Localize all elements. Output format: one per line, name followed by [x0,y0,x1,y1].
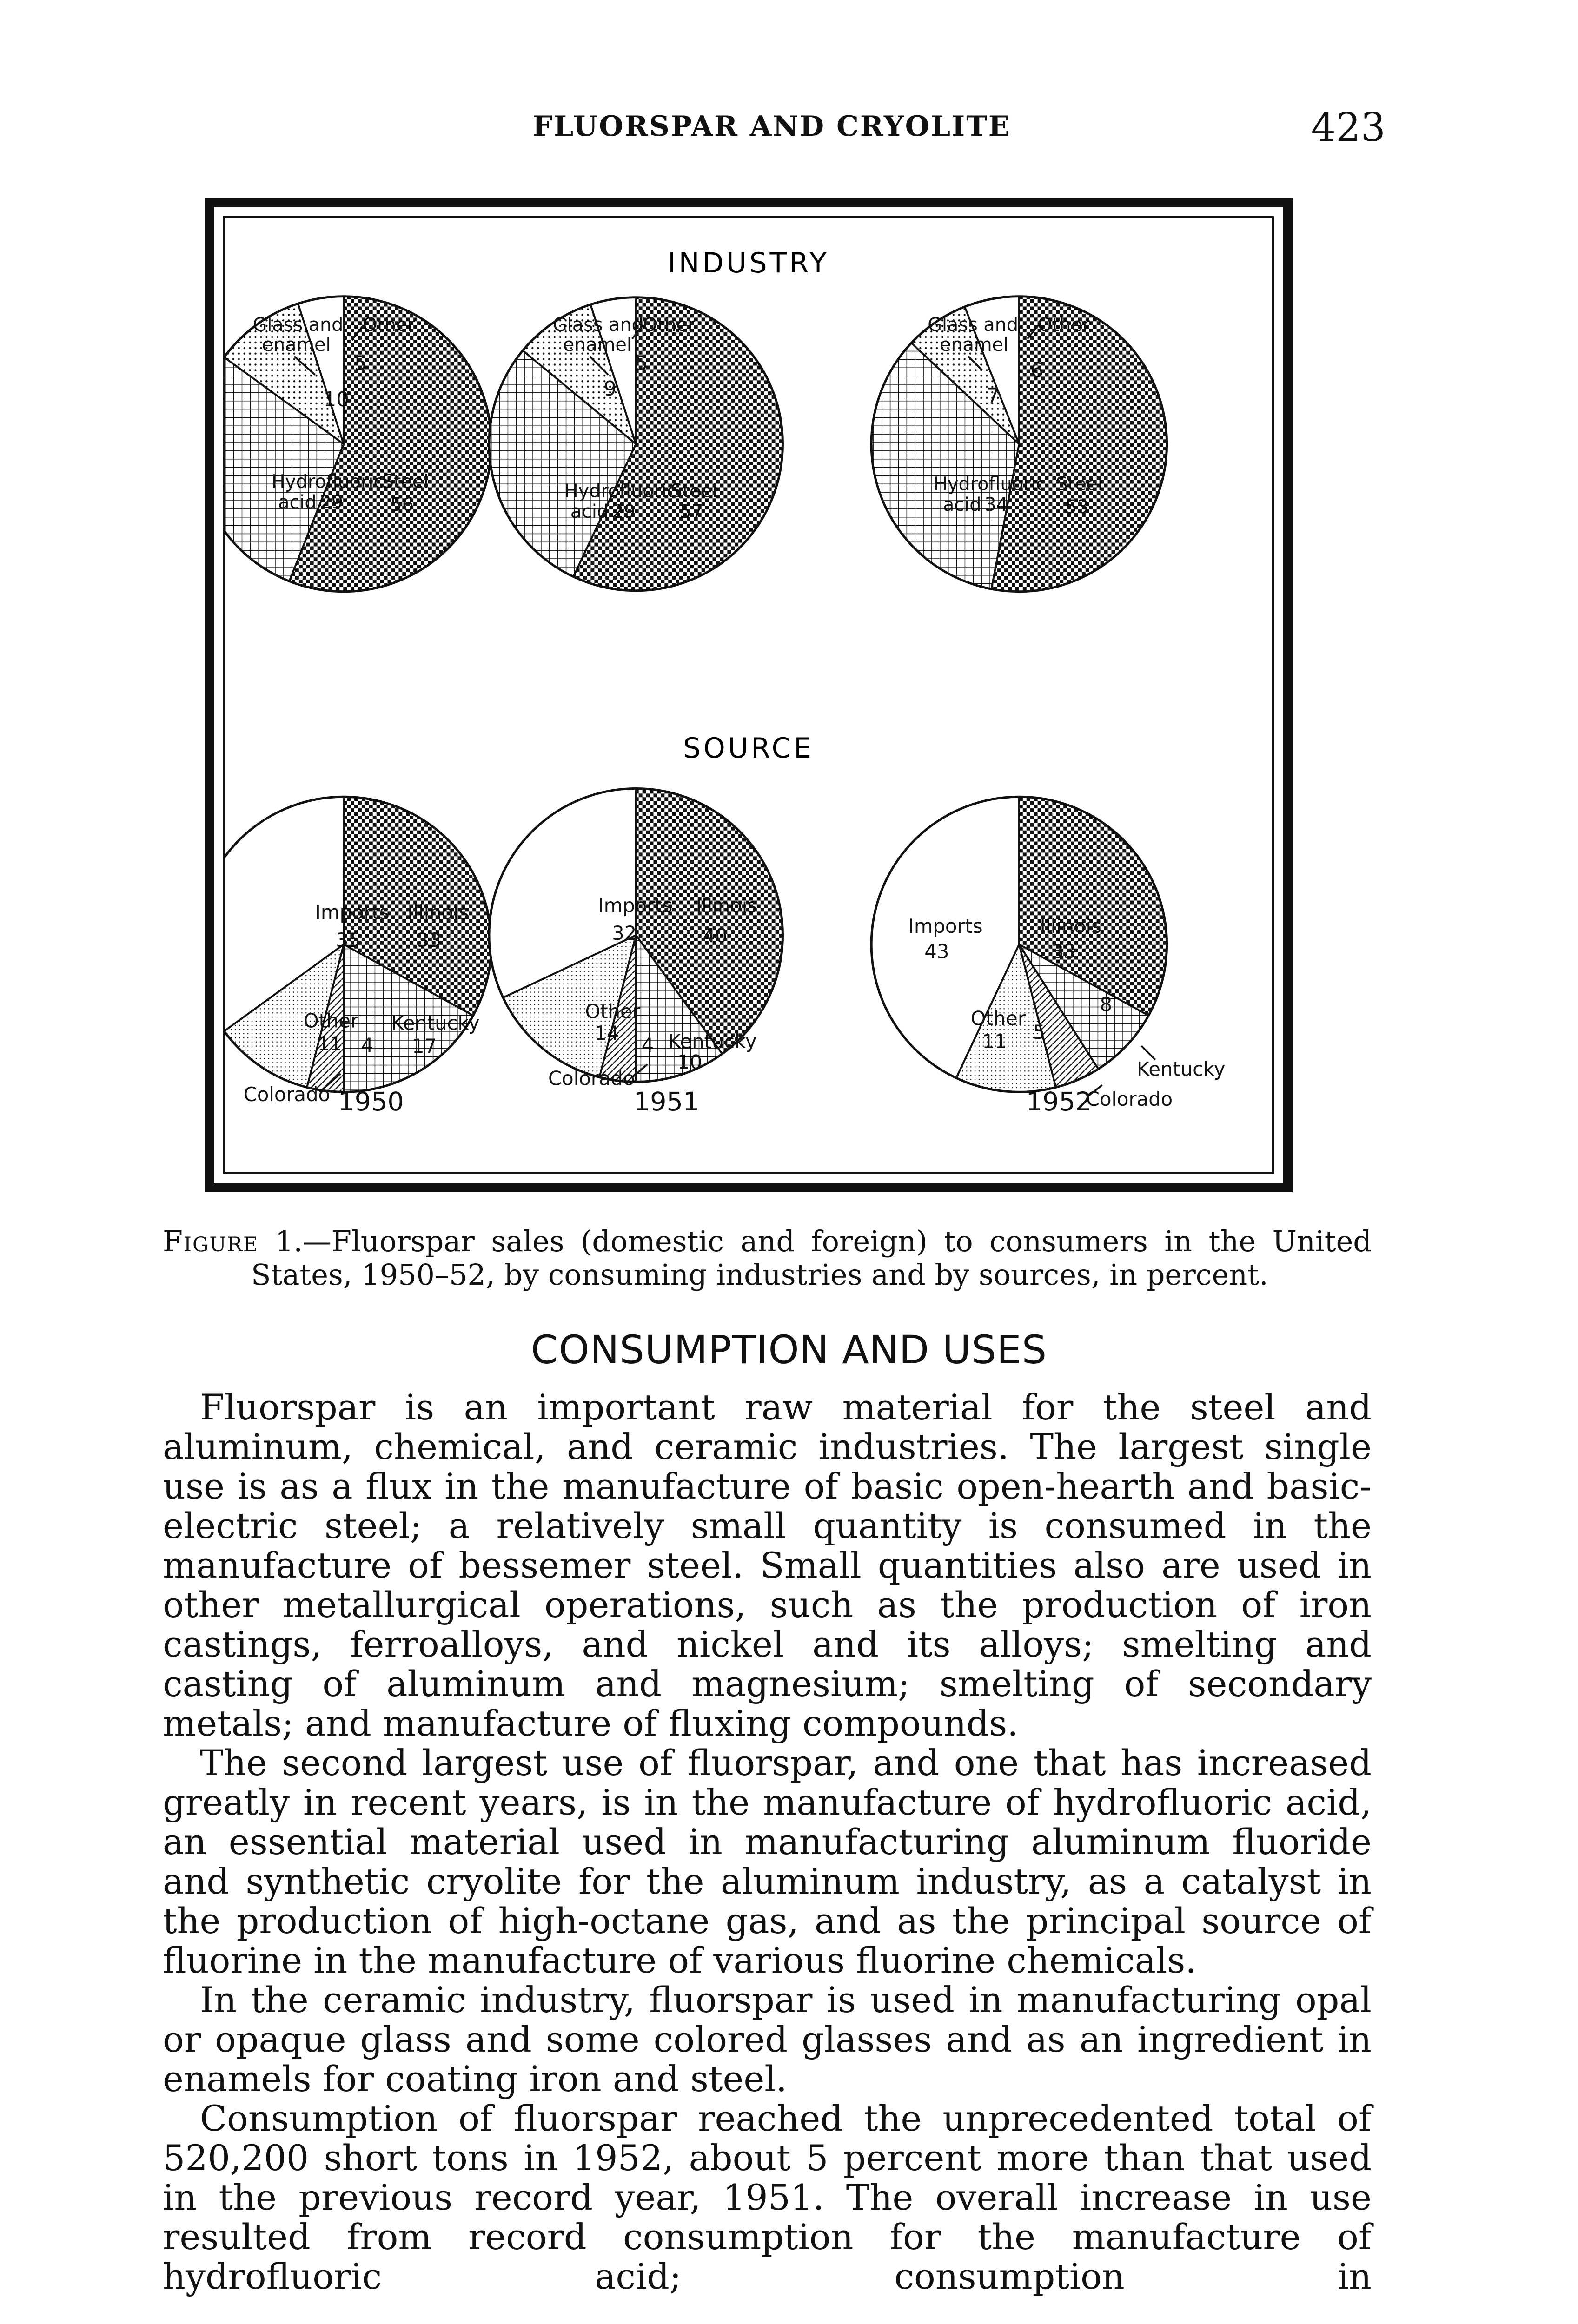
src1950-colorado-label: Colorado [243,1083,331,1106]
figure-inner [223,216,1274,1174]
src1952-year: 1952 [1026,1087,1092,1117]
caption-label: Figure [163,1224,259,1258]
src1950-illinois-label: Illinois [407,901,469,924]
src1951-kentucky-value: 10 [677,1050,703,1074]
src1951-illinois-value: 40 [703,924,728,947]
src1952-colorado-label: Colorado [1086,1088,1173,1111]
running-head [158,105,1386,156]
src1950-year: 1950 [338,1087,404,1117]
src1950-colorado-value: 4 [361,1034,374,1057]
fluorspar-pie-charts [225,218,1272,1172]
figure-frame [205,198,1293,1192]
ind1951-steel-label: Steel [670,480,717,502]
ind1952-acid-label: acid [943,494,981,516]
src1952-kentucky-label: Kentucky [1137,1057,1226,1081]
caption-text-1: 1.—Fluorspar sales (domestic and foreign) to consumers in the United [275,1224,1372,1258]
src1950-kentucky-label: Kentucky [391,1011,480,1035]
ind1950-hydro-label: Hydrofluoric [271,471,384,493]
ind1951-enamel-label: enamel [563,334,632,356]
ind1951-steel-value: 57 [680,501,703,522]
section-heading: CONSUMPTION AND USES [530,1327,1048,1373]
ind1950-steel-value: 56 [390,494,414,516]
industry-title: INDUSTRY [668,247,829,280]
src1951-year: 1951 [633,1087,700,1117]
ind1952-hydro-value: 34 [984,494,1008,516]
ind1951-other-value: 5 [635,351,648,376]
paragraph: Consumption of fluorspar reached the unprecedented total of 520,200 short tons in 1952, about 5 percent more than that used in the previous record year, 1951. The overall increase in use resulted from record consumption for the manufacture of hydrofluoric acid; consumption in [163,2098,1372,2297]
src1950-imports-value: 35 [336,928,361,951]
src1952-illinois-value: 33 [1051,940,1076,963]
paragraph: The second largest use of fluorspar, and one that has increased greatly in recent years, is in the manufacture of hydrofluoric acid, an essential material used in manufacturing aluminum fluoride and synthetic cryolite for the aluminum industry, as a catalyst in the production of high-octane gas, and as the principal source of fluorine in the manufacture of various fluorine chemicals. [163,1742,1372,1981]
paragraph: Fluorspar is an important raw material for the steel and aluminum, chemical, and ceramic industries. The largest single use is as a flux in the manufacture of basic open-hearth and basic-electric steel; a relatively small quantity is consumed in the manufacture of bessemer steel. Small quantities also are used in other metallurgical operations, such as the production of iron castings, ferroalloys, and nickel and its alloys; smelting and casting of aluminum and magnesium; smelting of secondary metals; and manufacture of fluxing compounds. [163,1386,1372,1744]
source-title: SOURCE [683,732,814,765]
src1951-other-value: 14 [594,1022,619,1045]
src1952-kentucky-value: 8 [1100,993,1113,1016]
ind1952-glass-label: Glass and [928,314,1019,336]
ind1950-acid-label: acid [278,492,317,514]
src1950-other-value: 11 [317,1032,342,1056]
src1951-kentucky-label: Kentucky [668,1030,757,1053]
page-number: 423 [1311,105,1386,150]
ind1951-acid-label: acid [570,501,609,522]
ind1950-enamel-label: enamel [262,334,331,356]
ind1952-other-value: 6 [1030,358,1044,383]
src1952-imports-label: Imports [908,915,983,938]
ind1951-hydro-value: 29 [612,501,636,522]
src1952-other-label: Other [970,1007,1026,1030]
ind1950-glass-value: 10 [323,387,350,411]
ind1952-other-label: Other [1037,314,1090,336]
ind1952-steel-value: 53 [1065,496,1089,518]
ind1950-glass-label: Glass and [252,314,344,336]
body-text [163,1387,1372,2296]
src1951-colorado-value: 4 [641,1034,654,1057]
ind1951-hydro-label: Hydrofluoric [564,480,677,502]
ind1951-glass-label: Glass and [552,314,643,336]
ind1950-other-label: Other [362,314,415,336]
src1951-other-label: Other [585,1000,640,1023]
caption-line-1 [163,1225,1372,1258]
src1950-kentucky-value: 17 [412,1035,437,1057]
ind1952-hydro-label: Hydrofluoric [934,473,1047,495]
figure-caption [163,1225,1372,1292]
src1951-imports-value: 32 [612,921,637,944]
ind1950-other-value: 5 [354,351,367,376]
ind1951-glass-value: 9 [603,377,617,401]
src1952-imports-value: 43 [924,940,949,963]
paragraph: In the ceramic industry, fluorspar is used in manufacturing opal or opaque glass and some colored glasses and as an ingredient in enamels for coating iron and steel. [163,1979,1372,2100]
src1951-illinois-label: Illinois [696,894,758,917]
src1951-colorado-label: Colorado [548,1067,635,1090]
ind1952-enamel-label: enamel [940,334,1009,356]
src1952-other-value: 11 [982,1030,1007,1053]
running-title: FLUORSPAR AND CRYOLITE [532,110,1011,143]
ind1952-steel-label: Steel [1056,473,1103,495]
src1951-imports-label: Imports [598,894,673,917]
ind1950-hydro-value: 29 [319,492,344,514]
src1950-illinois-value: 33 [417,928,442,951]
src1952-colorado-value: 5 [1033,1021,1046,1044]
src1950-imports-label: Imports [315,901,390,924]
ind1950-steel-label: Steel [382,471,429,493]
src1952-illinois-label: Illinois [1040,915,1101,938]
caption-line-2: States, 1950–52, by consuming industries and by sources, in percent. [251,1258,1268,1292]
src1950-other-label: Other [303,1009,359,1032]
pie-charts-group [225,297,1167,1092]
ind1951-other-label: Other [643,314,696,336]
ind1952-glass-value: 7 [987,383,1000,408]
